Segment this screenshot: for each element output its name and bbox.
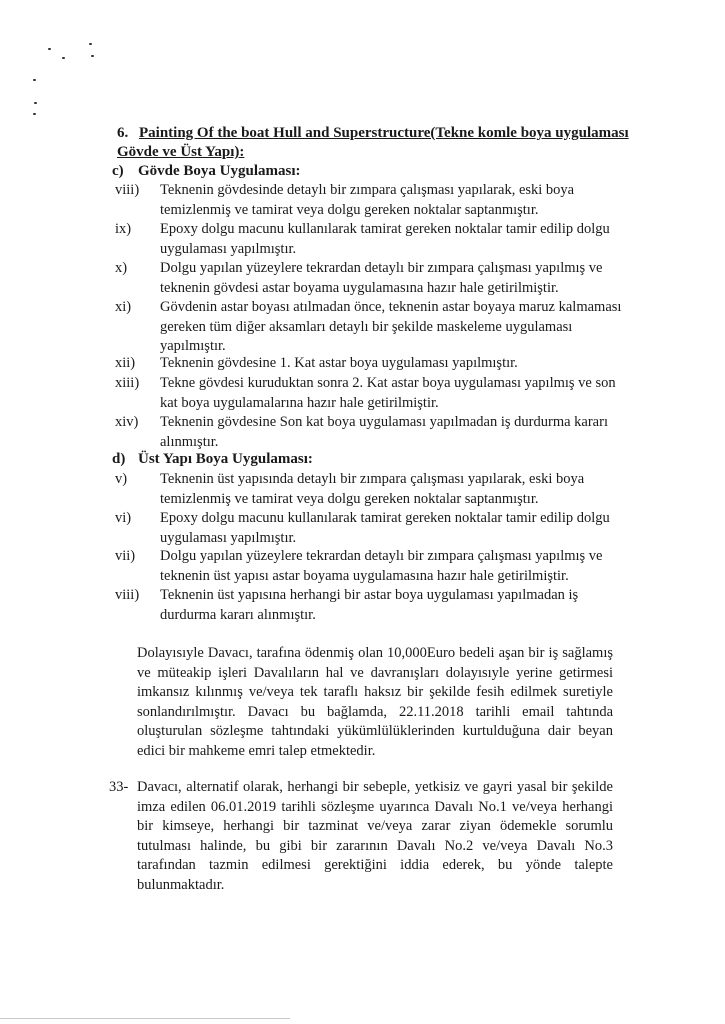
item-numeral: xiii) [115, 375, 140, 391]
section-number: 6. [117, 125, 129, 141]
list-item [115, 374, 630, 413]
list-item [115, 220, 630, 259]
conclusion-paragraph: Dolayısıyle Davacı, tarafına ödenmiş olan 10,000Euro bedeli aşan bir iş sağlamış ve müteakip işleri Davalıların hal ve davranışları dolayısıyle yerine getirmesi imkansız kılınmış ve/veya tek taraflı haksız bir şekilde fesih edilmek suretiyle sonlandırılmıştır. Davacı bu bağlamda, 22.11.2018 tarihli email tahtında oluşturulan sözleşme tahtındaki yükümlülüklerinden kurtulduğuna dair beyan edici bir mahkeme emri talep etmektedir. [137, 645, 613, 759]
subsection-title: Üst Yapı Boya Uygulaması: [138, 451, 313, 467]
paragraph-text: Davacı, alternatif olarak, herhangi bir sebeple, yetkisiz ve gayri yasal bir şekilde imza edilen 06.01.2019 tarihli sözleşme uyarınca Davalı No.1 ve/veya herhangi bir kimseye, herhangi bir tazminat ve/veya zarar ziyan ödemekle sorumlu tutulması halinde, bu gibi bir zararının Davalı No.2 ve/veya Davalı No.3 tarafından tazmin edilmesi gerektiğini iddia ederek, bu yönde talepte bulunmaktadır. [137, 779, 613, 893]
list-item [115, 586, 630, 625]
subsection-title: Gövde Boya Uygulaması: [138, 163, 301, 179]
item-numeral: ix) [115, 221, 132, 237]
item-numeral: vi) [115, 510, 132, 526]
section-heading [117, 124, 637, 162]
list-item [115, 354, 630, 374]
list-item [115, 298, 630, 357]
item-numeral: xii) [115, 355, 136, 371]
item-numeral: v) [115, 471, 128, 487]
item-numeral: viii) [115, 587, 140, 603]
subsection-d-heading [112, 450, 313, 469]
item-text: Dolgu yapılan yüzeylere tekrardan detaylı bir zımpara çalışması yapılmış ve teknenin gövdesi astar boyama uygulamasına hazır hale getirilmiştir. [160, 260, 603, 296]
section-title: Painting Of the boat Hull and Superstructure(Tekne komle boya uygulaması Gövde ve Üst Yapı): [117, 125, 629, 160]
list-item [115, 259, 630, 298]
item-text: Tekne gövdesi kuruduktan sonra 2. Kat astar boya uygulaması yapılmış ve son kat boya uygulamalarına hazır hale getirilmiştir. [160, 375, 616, 411]
item-text: Teknenin üst yapısına herhangi bir astar boya uygulaması yapılmadan iş durdurma kararı alınmıştır. [160, 587, 579, 623]
list-item [115, 509, 630, 548]
paragraph-33 [109, 778, 613, 895]
item-text: Dolgu yapılan yüzeylere tekrardan detaylı bir zımpara çalışması yapılmış ve teknenin üst yapısı astar boyama uygulamasına hazır hale getirilmiştir. [160, 548, 603, 584]
item-numeral: xi) [115, 299, 132, 315]
item-text: Gövdenin astar boyası atılmadan önce, teknenin astar boyaya maruz kalmaması gereken tüm diğer aksamları detaylı bir şekilde maskeleme uygulaması yapılmıştır. [160, 299, 622, 354]
subsection-label: c) [112, 163, 124, 179]
item-numeral: viii) [115, 182, 140, 198]
item-text: Teknenin gövdesinde detaylı bir zımpara çalışması yapılarak, eski boya temizlenmiş ve tamirat veya dolgu gereken noktalar saptanmıştır. [160, 182, 575, 218]
subsection-label: d) [112, 451, 126, 467]
item-text: Teknenin gövdesine 1. Kat astar boya uygulaması yapılmıştır. [160, 355, 518, 371]
list-item [115, 547, 630, 586]
item-numeral: x) [115, 260, 128, 276]
item-numeral: vii) [115, 548, 136, 564]
list-item [115, 413, 630, 452]
item-text: Epoxy dolgu macunu kullanılarak tamirat gereken noktalar tamir edilip dolgu uygulaması yapılmıştır. [160, 510, 610, 546]
subsection-c-heading [112, 162, 301, 181]
item-text: Epoxy dolgu macunu kullanılarak tamirat gereken noktalar tamir edilip dolgu uygulaması yapılmıştır. [160, 221, 610, 257]
list-item [115, 181, 630, 220]
page-bottom-rule [0, 1018, 290, 1019]
paragraph-number: 33- [109, 779, 129, 795]
item-text: Teknenin üst yapısında detaylı bir zımpara çalışması yapılarak, eski boya temizlenmiş ve tamirat veya dolgu gereken noktalar saptanmıştır. [160, 471, 585, 507]
list-item [115, 470, 630, 509]
item-text: Teknenin gövdesine Son kat boya uygulaması yapılmadan iş durdurma kararı alınmıştır. [160, 414, 608, 450]
item-numeral: xiv) [115, 414, 139, 430]
